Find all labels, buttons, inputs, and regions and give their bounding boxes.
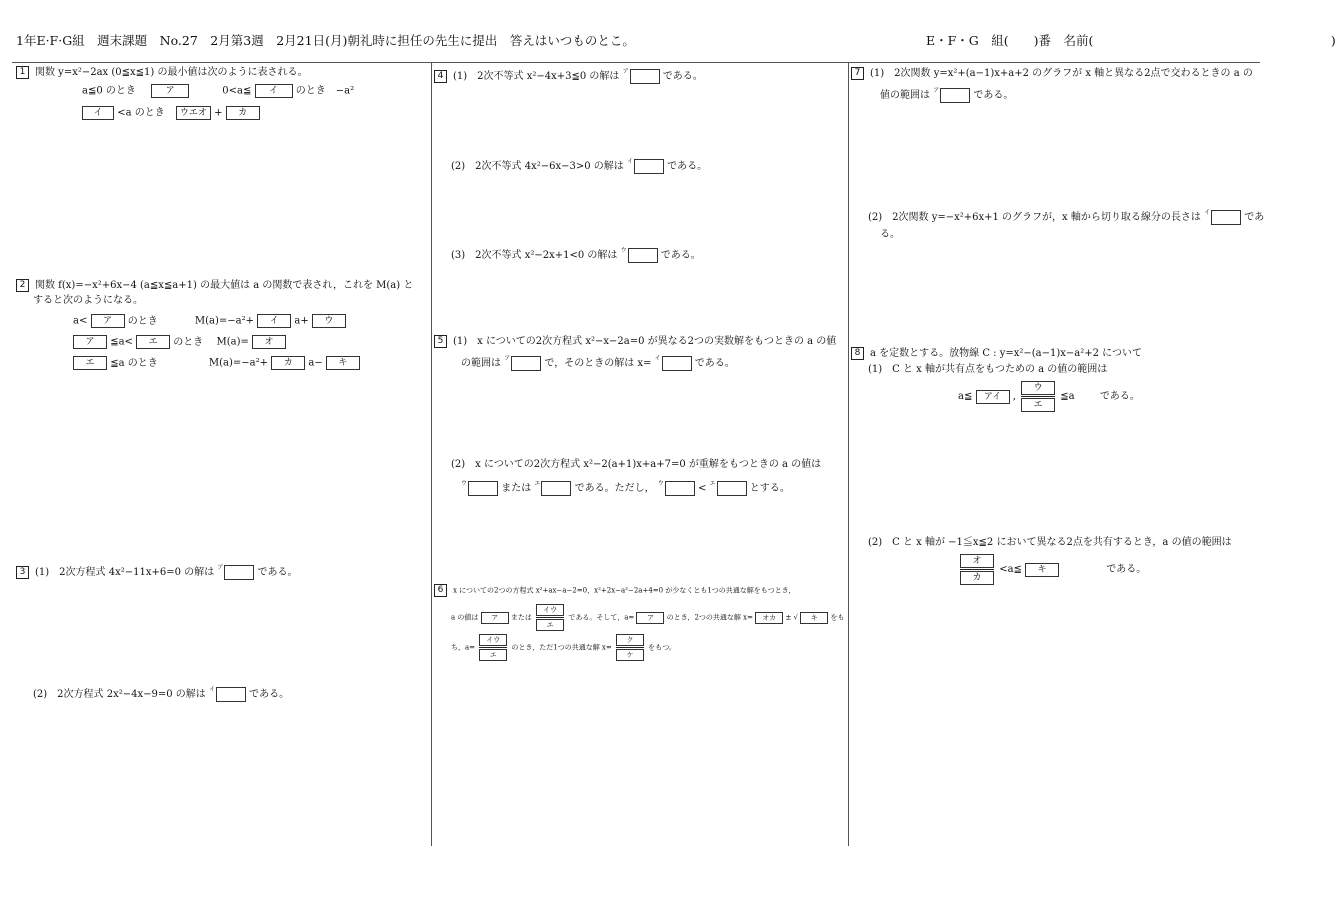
column-divider-2 [848, 63, 849, 846]
formula-text: a+ [294, 315, 309, 327]
problem-text: である。そして，a= [568, 613, 635, 622]
answer-box[interactable] [634, 159, 664, 174]
sqrt-symbol: √ [793, 613, 798, 622]
answer-box[interactable]: イ [255, 84, 293, 98]
problem-text: のとき，ただ1つの共通な解 x= [511, 643, 612, 652]
answer-box[interactable]: アイ [976, 390, 1010, 404]
question-text: である。 [667, 161, 708, 172]
answer-box[interactable] [541, 481, 571, 496]
problem-7 [851, 67, 1263, 247]
question-text: (3) 2次不等式 x²−2x+1<0 の解は [451, 250, 618, 261]
header-divider [12, 62, 1260, 63]
answer-box[interactable] [630, 69, 660, 84]
worksheet-header [16, 31, 1336, 51]
problem-3 [16, 564, 426, 714]
problem-text: をも [830, 613, 845, 622]
answer-box[interactable]: ア [481, 612, 509, 624]
problem-text: a の値は [451, 613, 479, 622]
question-text: (1) x についての2次方程式 x²−x−2a=0 が異なる2つの実数解をもつときの a の値 [453, 336, 837, 347]
fraction [616, 634, 644, 661]
problem-8 [851, 347, 1263, 587]
question-text: (2) x についての2次方程式 x²−2(a+1)x+a+7=0 が重解をもつときの a の値は [451, 459, 822, 470]
problem-text: 関数 y=x²−2ax (0≦x≦1) の最小値は次のように表される。 [35, 67, 308, 78]
condition-text: <a のとき [117, 107, 165, 119]
answer-label: ア [217, 564, 224, 571]
question-text: (1) C と x 軸が共有点をもつための a の値の範囲は [868, 364, 1108, 375]
problem-text: a を定数とする。放物線 C : y=x²−(a−1)x−a²+2 について [870, 348, 1142, 359]
answer-box[interactable]: エ [136, 335, 170, 349]
condition-text: 0<a≦ [222, 85, 252, 97]
answer-box[interactable] [511, 356, 541, 371]
question-text: 値の範囲は [880, 90, 930, 101]
answer-label: ウ [461, 480, 468, 487]
question-text: (1) 2次関数 y=x²+(a−1)x+a+2 のグラフが x 軸と異なる2点で交わるときの a の [870, 68, 1253, 79]
header-name-field: E・F・G 組( )番 名前( ) [926, 33, 1336, 48]
formula-text: M(a)=−a²+ [194, 315, 255, 327]
formula-text: M(a)=−a²+ [208, 357, 269, 369]
question-text: で，そのときの解は x= [544, 358, 652, 369]
answer-box[interactable] [717, 481, 747, 496]
answer-box[interactable]: オ [252, 335, 286, 349]
question-text: (2) 2次不等式 4x²−6x−3>0 の解は [451, 161, 624, 172]
condition-text: のとき −a² [295, 85, 355, 97]
condition-text: ≦a のとき [110, 357, 158, 369]
problem-text: のとき，2つの共通な解 x= [666, 613, 753, 622]
question-text: である。 [660, 250, 701, 261]
fraction [479, 634, 507, 661]
answer-box[interactable]: イウ [536, 604, 564, 616]
answer-box[interactable]: ウ [312, 314, 346, 328]
condition-text: のとき [127, 315, 158, 327]
answer-label: ウ [620, 247, 627, 254]
question-text: の範囲は [461, 358, 501, 369]
answer-box[interactable]: カ [226, 106, 260, 120]
column-divider-1 [431, 63, 432, 846]
answer-label: イ [208, 686, 215, 693]
question-text: である。 [662, 71, 703, 82]
answer-label: ア [622, 68, 629, 75]
question-text: である。ただし， [574, 483, 655, 494]
answer-box[interactable]: エ [1021, 398, 1055, 412]
answer-box[interactable]: ア [73, 335, 107, 349]
problem-text: x についての2つの方程式 x²+ax−a−2=0，x²+2x−a²−2a+4=0 が少なくとも1つの共通な解をもつとき， [453, 586, 796, 595]
problem-number: 4 [434, 70, 447, 83]
answer-box[interactable]: エ [536, 619, 564, 631]
answer-box[interactable]: イ [82, 106, 114, 120]
problem-1 [16, 66, 426, 266]
answer-label: イ [1204, 209, 1211, 216]
answer-label: エ [709, 480, 716, 487]
header-title: 1年E·F·G組 週末課題 No.27 2月第3週 2月21日(月)朝礼時に担任の先生に提出 答えはいつものとこ。 [16, 33, 635, 48]
answer-box[interactable] [940, 88, 970, 103]
formula-text: ≦a [1060, 391, 1075, 402]
answer-box[interactable]: ア [636, 612, 664, 624]
formula-text: <a≦ [999, 564, 1022, 575]
problem-text: すると次のようになる。 [33, 295, 143, 306]
answer-box[interactable]: キ [326, 356, 360, 370]
answer-box[interactable] [216, 687, 246, 702]
question-text: (1) 2次方程式 4x²−11x+6=0 の解は [35, 567, 215, 578]
answer-box[interactable] [628, 248, 658, 263]
answer-box[interactable]: ウ [1021, 381, 1055, 395]
problem-number: 3 [16, 566, 29, 579]
answer-box[interactable]: エ [73, 356, 107, 370]
problem-text: 関数 f(x)=−x²+6x−4 (a≦x≦a+1) の最大値は a の関数で表され，これを M(a) と [35, 280, 414, 291]
operator: , [1012, 391, 1016, 402]
problem-text: ち，a= [451, 643, 476, 652]
problem-number: 5 [434, 335, 447, 348]
answer-box[interactable]: イウ [479, 634, 507, 646]
question-text: (2) 2次方程式 2x²−4x−9=0 の解は [33, 689, 206, 700]
condition-text: a< [73, 315, 88, 327]
problem-number: 1 [16, 66, 29, 79]
answer-box[interactable]: オカ [755, 612, 783, 624]
problem-6 [434, 584, 844, 664]
problem-4 [434, 68, 844, 268]
answer-box[interactable]: ク [616, 634, 644, 646]
problem-text: または [510, 613, 532, 622]
question-text: または [501, 483, 532, 494]
formula-text: a− [308, 357, 323, 369]
answer-box[interactable]: ケ [616, 649, 644, 661]
problem-number: 8 [851, 347, 864, 360]
problem-5 [434, 335, 844, 505]
answer-box[interactable] [1211, 210, 1241, 225]
problem-number: 6 [434, 584, 447, 597]
operator: + [214, 107, 223, 119]
answer-label: イ [654, 355, 661, 362]
answer-box[interactable] [468, 481, 498, 496]
answer-box[interactable] [665, 481, 695, 496]
answer-box[interactable]: エ [479, 649, 507, 661]
answer-label: ア [504, 355, 511, 362]
fraction [1021, 381, 1055, 412]
question-text: る。 [880, 229, 900, 240]
answer-box[interactable]: ア [91, 314, 125, 328]
question-text: である。 [1106, 564, 1147, 575]
fraction [960, 554, 994, 585]
formula-text: M(a)= [216, 336, 249, 348]
answer-label: ウ [657, 480, 664, 487]
question-text: (2) 2次関数 y=−x²+6x+1 のグラフが，x 軸から切り取る線分の長さは [868, 212, 1201, 223]
question-text: である。 [1099, 391, 1140, 402]
answer-box[interactable]: キ [800, 612, 828, 624]
answer-label: エ [534, 480, 541, 487]
question-text: であ [1244, 212, 1265, 223]
answer-label: ア [933, 87, 940, 94]
answer-box[interactable]: キ [1025, 563, 1059, 577]
answer-box[interactable] [662, 356, 692, 371]
problem-number: 7 [851, 67, 864, 80]
answer-box[interactable]: ア [151, 84, 189, 98]
answer-box[interactable]: カ [271, 356, 305, 370]
problem-number: 2 [16, 279, 29, 292]
condition-text: a≦0 のとき [82, 85, 136, 97]
operator: ± [785, 613, 792, 622]
question-text: である。 [257, 567, 298, 578]
answer-box[interactable] [224, 565, 254, 580]
answer-box[interactable]: オ [960, 554, 994, 568]
fraction [536, 604, 564, 631]
condition-text: ≦a< [110, 336, 133, 348]
condition-text: のとき [173, 336, 204, 348]
operator: < [697, 483, 707, 494]
answer-box[interactable]: ウエオ [176, 106, 211, 120]
question-text: (1) 2次不等式 x²−4x+3≦0 の解は [453, 71, 620, 82]
question-text: (2) C と x 軸が −1≦x≦2 において異なる2点を共有するとき，a の値の範囲は [868, 537, 1232, 548]
problem-text: をもつ。 [648, 643, 676, 652]
question-text: である。 [249, 689, 290, 700]
question-text: である。 [973, 90, 1014, 101]
answer-box[interactable]: イ [257, 314, 291, 328]
question-text: である。 [694, 358, 735, 369]
answer-label: イ [626, 158, 633, 165]
question-text: とする。 [749, 483, 790, 494]
problem-2 [16, 279, 426, 479]
formula-text: a≦ [958, 391, 973, 402]
answer-box[interactable]: カ [960, 571, 994, 585]
